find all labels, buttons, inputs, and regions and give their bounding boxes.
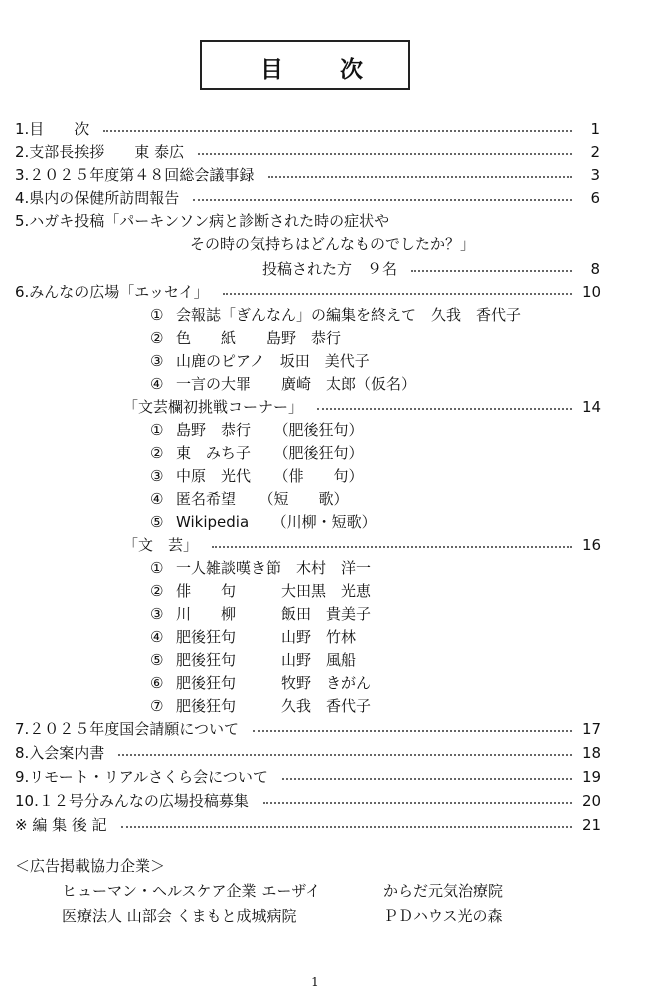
toc-entry-afterword[interactable]: ※ 編 集 後 記 21 xyxy=(15,813,600,837)
toc-bungei[interactable]: 「文 芸」 16 xyxy=(123,533,600,557)
page-ref: 1 xyxy=(590,120,600,138)
leader-dots xyxy=(193,199,572,201)
toc-entry-5-line3[interactable]: 投稿された方 ９名 8 xyxy=(262,257,600,281)
page-ref: 21 xyxy=(582,816,602,834)
page-ref: 16 xyxy=(582,536,602,554)
challenge-item-1[interactable]: ① 島野 恭行 （肥後狂句） xyxy=(150,421,364,439)
toc-entry-8[interactable]: 8.入会案内書 18 xyxy=(15,741,600,765)
bungei-item-1[interactable]: ① 一人雑談嘆き節 木村 洋一 xyxy=(150,559,372,577)
bungei-item-4[interactable]: ④ 肥後狂句 山野 竹林 xyxy=(150,628,357,646)
toc-title-right: 次 xyxy=(340,57,363,83)
sponsor-karada: からだ元気治療院 xyxy=(383,882,504,900)
toc-entry-5-line1[interactable]: 5.ハガキ投稿「パーキンソン病と診断された時の症状や xyxy=(15,212,390,230)
page-ref: 3 xyxy=(590,166,600,184)
bungei-item-2[interactable]: ② 俳 句 大田黒 光恵 xyxy=(150,582,372,600)
leader-dots xyxy=(103,130,572,132)
page-ref: 17 xyxy=(582,720,602,738)
bungei-item-5[interactable]: ⑤ 肥後狂句 山野 風船 xyxy=(150,651,357,669)
sponsor-pd-house: ＰＤハウス光の森 xyxy=(383,907,503,925)
toc-entry-3[interactable]: 3.２０２５年度第４８回総会議事録 3 xyxy=(15,163,600,187)
leader-dots xyxy=(253,730,572,732)
page-ref: 20 xyxy=(582,792,602,810)
toc-entry-5-line2: その時の気持ちはどんなものでしたか？」 xyxy=(190,235,476,253)
page-ref: 14 xyxy=(582,398,602,416)
leader-dots xyxy=(118,754,572,756)
bungei-item-6[interactable]: ⑥ 肥後狂句 牧野 きがん xyxy=(150,674,372,692)
challenge-item-3[interactable]: ③ 中原 光代 （俳 句） xyxy=(150,467,364,485)
leader-dots xyxy=(263,802,572,804)
challenge-item-5[interactable]: ⑤ Wikipedia （川柳・短歌） xyxy=(150,513,377,531)
leader-dots xyxy=(198,153,572,155)
essay-item-4[interactable]: ④ 一言の大罪 廣崎 太郎（仮名） xyxy=(150,375,417,393)
toc-title-box xyxy=(200,40,410,90)
sponsor-eisai: ヒューマン・ヘルスケア企業 エーザイ xyxy=(62,882,321,900)
leader-dots xyxy=(268,176,572,178)
toc-entry-10[interactable]: 10.１２号分みんなの広場投稿募集 20 xyxy=(15,789,600,813)
page-number: 1 xyxy=(311,975,319,989)
bungei-item-7[interactable]: ⑦ 肥後狂句 久我 香代子 xyxy=(150,697,372,715)
leader-dots xyxy=(317,408,572,410)
essay-item-1[interactable]: ① 会報誌「ぎんなん」の編集を終えて 久我 香代子 xyxy=(150,306,522,324)
toc-entry-9[interactable]: 9.リモート・リアルさくら会について 19 xyxy=(15,765,600,789)
toc-title-left: 目 xyxy=(260,57,283,83)
page-ref: 8 xyxy=(590,260,600,278)
bungei-item-3[interactable]: ③ 川 柳 飯田 貴美子 xyxy=(150,605,372,623)
leader-dots xyxy=(212,546,572,548)
leader-dots xyxy=(121,826,572,828)
essay-item-2[interactable]: ② 色 紙 島野 恭行 xyxy=(150,329,342,347)
leader-dots xyxy=(411,270,572,272)
sponsors-heading: ＜広告掲載協力企業＞ xyxy=(15,857,166,875)
leader-dots xyxy=(282,778,572,780)
toc-entry-4[interactable]: 4.県内の保健所訪問報告 6 xyxy=(15,186,600,210)
challenge-item-4[interactable]: ④ 匿名希望 （短 歌） xyxy=(150,490,349,508)
page-ref: 10 xyxy=(582,283,602,301)
challenge-item-2[interactable]: ② 東 みち子 （肥後狂句） xyxy=(150,444,364,462)
page-ref: 18 xyxy=(582,744,602,762)
page-ref: 19 xyxy=(582,768,602,786)
leader-dots xyxy=(223,293,572,295)
toc-entry-2[interactable]: 2.支部長挨拶 東 泰広 2 xyxy=(15,140,600,164)
toc-challenge-corner[interactable]: 「文芸欄初挑戦コーナー」 14 xyxy=(123,395,600,419)
sponsor-seijo-hospital: 医療法人 山部会 くまもと成城病院 xyxy=(62,907,297,925)
toc-entry-7[interactable]: 7.２０２５年度国会請願について 17 xyxy=(15,717,600,741)
page-ref: 6 xyxy=(590,189,600,207)
page-ref: 2 xyxy=(590,143,600,161)
toc-entry-6[interactable]: 6.みんなの広場「エッセイ」 10 xyxy=(15,280,600,304)
toc-entry-1[interactable]: 1.目 次 1 xyxy=(15,117,600,141)
essay-item-3[interactable]: ③ 山鹿のピアノ 坂田 美代子 xyxy=(150,352,370,370)
